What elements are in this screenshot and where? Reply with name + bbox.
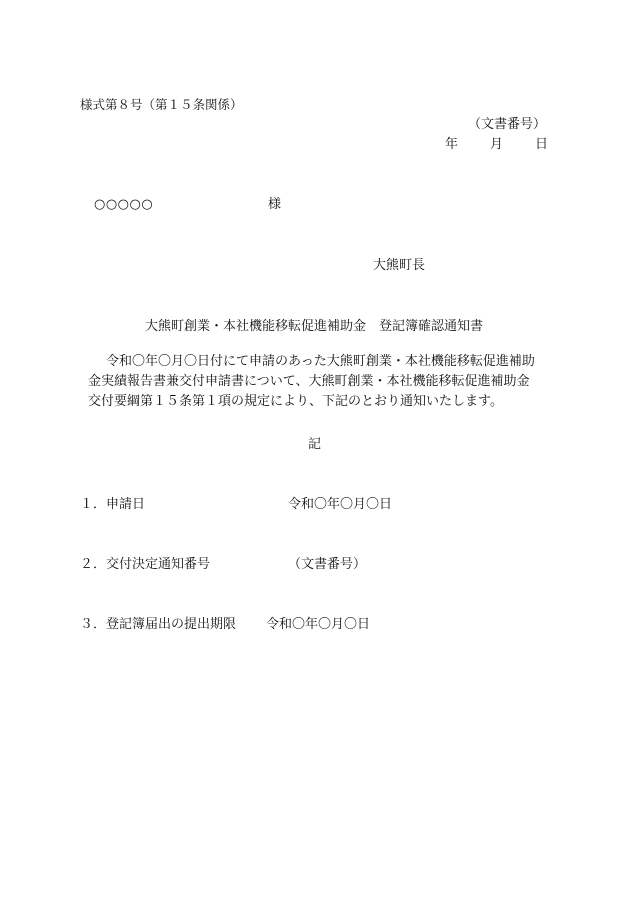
date-year: 年 <box>444 137 458 152</box>
document-title: 大熊町創業・本社機能移転促進補助金 登記簿確認通知書 <box>145 319 484 334</box>
ki-heading: 記 <box>308 437 322 452</box>
item-decision-number <box>80 557 367 573</box>
item-submission-deadline <box>80 617 371 633</box>
item-number: ２． <box>80 557 107 572</box>
body-line: 金実績報告書兼交付申請書について、大熊町創業・本社機能移転促進補助金 <box>88 374 530 389</box>
item-label: 交付決定通知番号 <box>106 557 211 572</box>
item-number: １． <box>80 497 107 512</box>
date-month: 月 <box>489 137 503 152</box>
form-number: 様式第８号（第１５条関係） <box>80 97 243 112</box>
item-value: 令和〇年〇月〇日 <box>288 497 393 512</box>
item-number: ３． <box>80 617 107 632</box>
body-line: 令和〇年〇月〇日付にて申請のあった大熊町創業・本社機能移転促進補助 <box>106 354 535 369</box>
sender: 大熊町長 <box>373 258 426 273</box>
item-value: （文書番号） <box>288 557 367 572</box>
document-number: （文書番号） <box>467 117 546 132</box>
addressee-honorific: 様 <box>268 197 282 212</box>
item-value: 令和〇年〇月〇日 <box>266 617 371 632</box>
addressee <box>94 197 282 213</box>
item-label: 申請日 <box>106 497 146 512</box>
addressee-name: ○○○○○ <box>94 197 154 212</box>
body-line: 交付要綱第１５条第１項の規定により、下記のとおり通知いたします。 <box>88 394 503 409</box>
item-application-date <box>80 497 393 513</box>
body-text <box>88 352 568 412</box>
item-label: 登記簿届出の提出期限 <box>106 617 237 632</box>
date-day: 日 <box>534 137 548 152</box>
date-line <box>445 137 548 153</box>
